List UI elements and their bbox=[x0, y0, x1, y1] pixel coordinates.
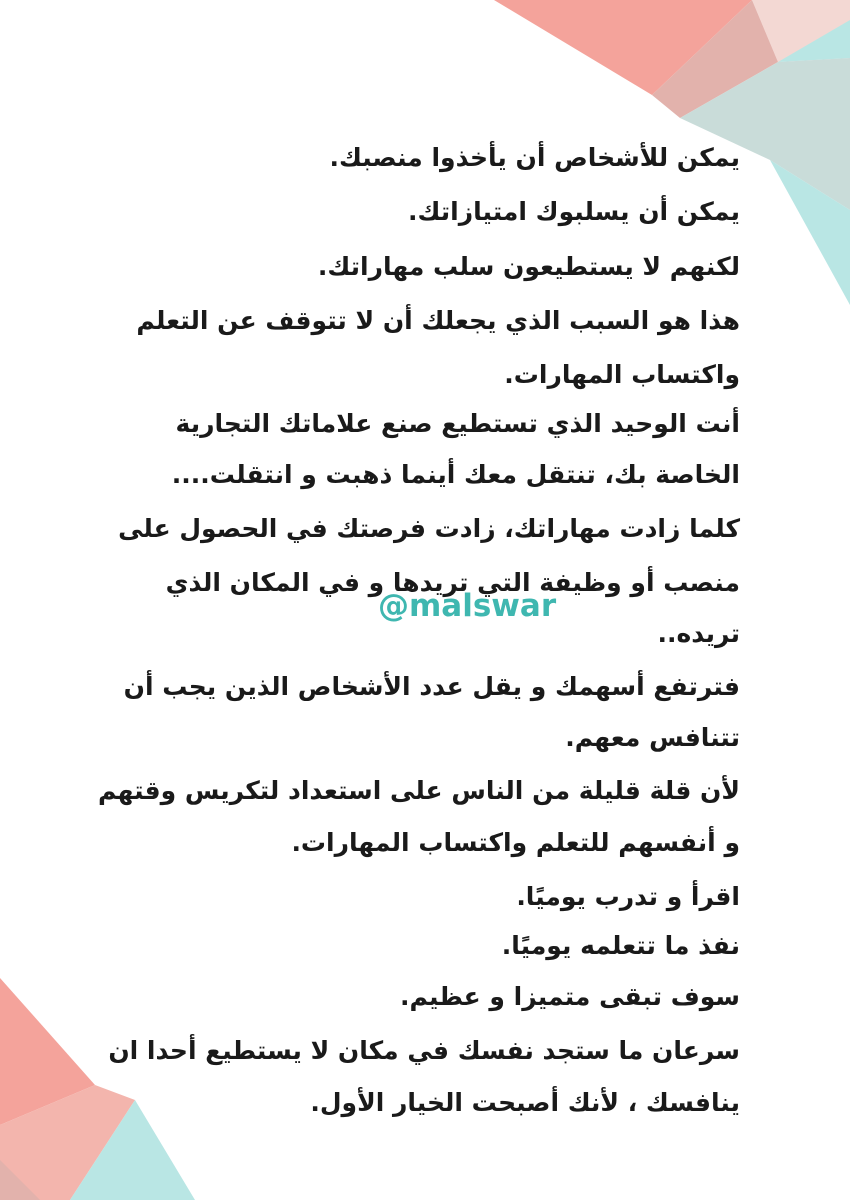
text-line: لأن قلة قليلة من الناس على استعداد لتكريس وقتهم bbox=[97, 776, 740, 805]
text-line: سوف تبقى متميزا و عظيم. bbox=[399, 982, 740, 1011]
text-line: نفذ ما تتعلمه يوميًا. bbox=[501, 931, 740, 960]
text-line: تتنافس معهم. bbox=[565, 723, 740, 752]
text-line: اقرأ و تدرب يوميًا. bbox=[516, 882, 740, 911]
text-line: كلما زادت مهاراتك، زادت فرصتك في الحصول على bbox=[118, 514, 740, 543]
text-line: و أنفسهم للتعلم واكتساب المهارات. bbox=[291, 828, 740, 857]
text-line: يمكن للأشخاص أن يأخذوا منصبك. bbox=[329, 143, 740, 172]
text-line: الخاصة بك، تنتقل معك أينما ذهبت و انتقلت.... bbox=[171, 460, 740, 489]
author-handle: @malswar bbox=[378, 588, 557, 624]
text-line: لكنهم لا يستطيعون سلب مهاراتك. bbox=[317, 252, 740, 281]
text-line: سرعان ما ستجد نفسك في مكان لا يستطيع أحدا ان bbox=[108, 1036, 740, 1065]
text-line: فترتفع أسهمك و يقل عدد الأشخاص الذين يجب أن bbox=[123, 672, 740, 701]
text-line: يمكن أن يسلبوك امتيازاتك. bbox=[408, 197, 740, 226]
text-line: أنت الوحيد الذي تستطيع صنع علاماتك التجارية bbox=[175, 409, 740, 438]
text-line: هذا هو السبب الذي يجعلك أن لا تتوقف عن التعلم bbox=[136, 306, 740, 335]
text-line: منصب أو وظيفة التي تريدها و في المكان الذي bbox=[165, 568, 740, 597]
text-line: واكتساب المهارات. bbox=[504, 360, 740, 389]
text-line: تريده.. bbox=[657, 619, 740, 648]
text-line: ينافسك ، لأنك أصبحت الخيار الأول. bbox=[310, 1088, 740, 1117]
